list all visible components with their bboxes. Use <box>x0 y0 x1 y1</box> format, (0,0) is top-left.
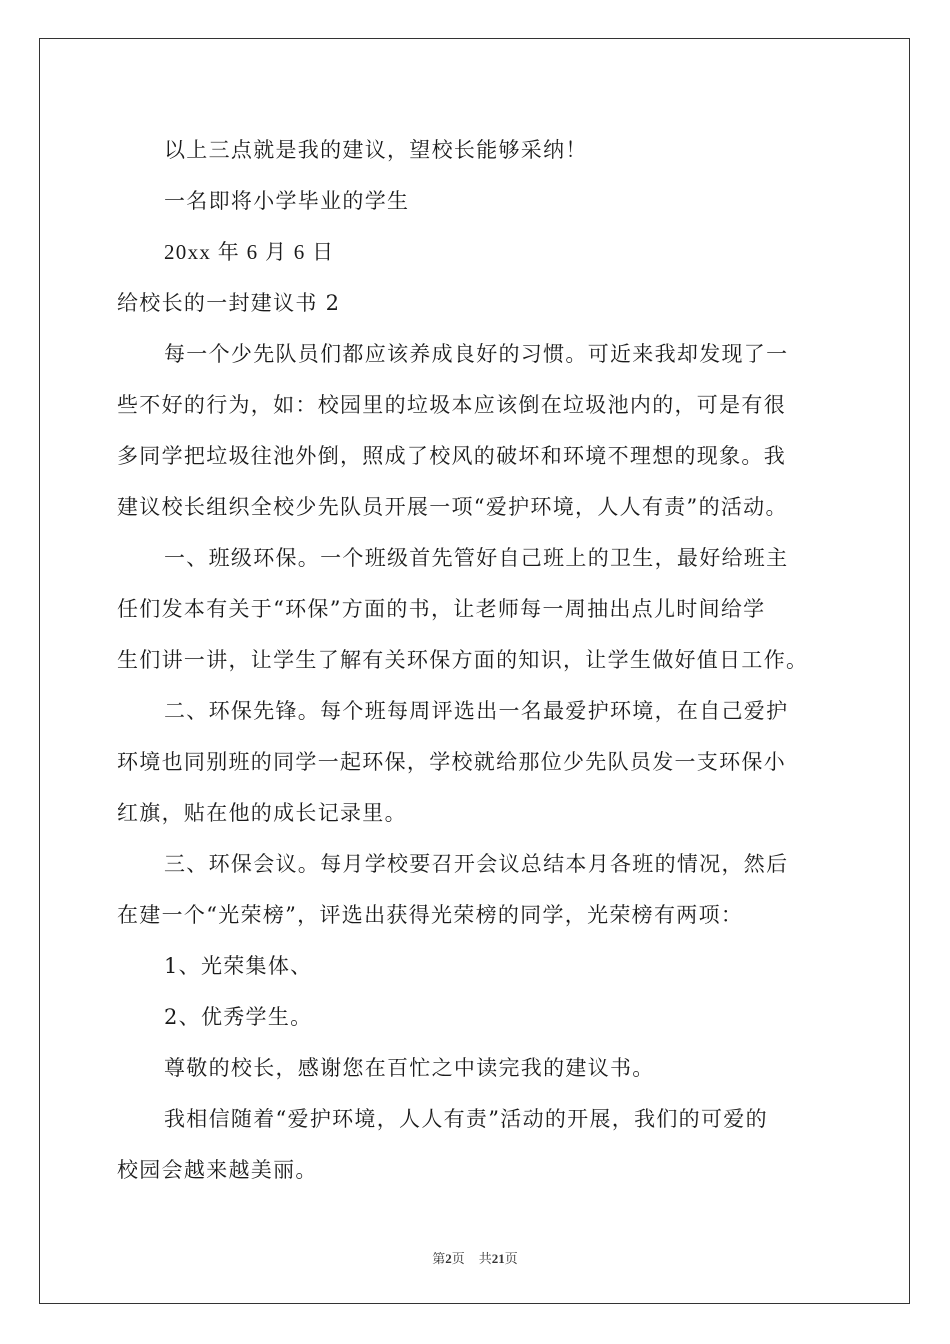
paragraph-line: 一、班级环保。一个班级首先管好自己班上的卫生，最好给班主 <box>164 546 789 570</box>
list-item: 2、优秀学生。 <box>164 1005 313 1029</box>
paragraph-line: 尊敬的校长，感谢您在百忙之中读完我的建议书。 <box>164 1056 655 1080</box>
section-title: 给校长的一封建议书 2 <box>117 291 341 315</box>
paragraph-line: 环境也同别班的同学一起环保，学校就给那位少先队员发一支环保小 <box>117 750 786 774</box>
closing-line: 以上三点就是我的建议，望校长能够采纳！ <box>164 138 588 162</box>
paragraph-line: 校园会越来越美丽。 <box>117 1158 318 1182</box>
paragraph-line: 生们讲一讲，让学生了解有关环保方面的知识，让学生做好值日工作。 <box>117 648 809 672</box>
page-footer <box>0 1248 950 1267</box>
paragraph-line: 我相信随着“爱护环境，人人有责”活动的开展，我们的可爱的 <box>164 1107 768 1131</box>
date-line: 20xx 年 6 月 6 日 <box>164 240 335 264</box>
list-item: 1、光荣集体、 <box>164 954 313 978</box>
paragraph-line: 在建一个“光荣榜”，评选出获得光荣榜的同学，光荣榜有两项： <box>117 903 744 927</box>
total-suffix: 页 <box>504 1251 518 1266</box>
total-page-count: 21 <box>491 1251 505 1266</box>
current-page-number: 2 <box>445 1251 452 1266</box>
paragraph-line: 红旗，贴在他的成长记录里。 <box>117 801 407 825</box>
paragraph-line: 任们发本有关于“环保”方面的书，让老师每一周抽出点儿时间给学 <box>117 597 766 621</box>
paragraph-line: 每一个少先队员们都应该养成良好的习惯。可近来我却发现了一 <box>164 342 789 366</box>
paragraph-line: 建议校长组织全校少先队员开展一项“爱护环境，人人有责”的活动。 <box>117 495 788 519</box>
page-prefix: 第 <box>432 1251 446 1266</box>
total-prefix: 共 <box>478 1251 492 1266</box>
document-body <box>117 125 837 1196</box>
paragraph-line: 多同学把垃圾往池外倒，照成了校风的破坏和环境不理想的现象。我 <box>117 444 786 468</box>
paragraph-line: 三、环保会议。每月学校要召开会议总结本月各班的情况，然后 <box>164 852 789 876</box>
paragraph-line: 二、环保先锋。每个班每周评选出一名最爱护环境，在自己爱护 <box>164 699 789 723</box>
paragraph-line: 些不好的行为，如：校园里的垃圾本应该倒在垃圾池内的，可是有很 <box>117 393 786 417</box>
signature-line: 一名即将小学毕业的学生 <box>164 189 410 213</box>
page-suffix: 页 <box>451 1251 465 1266</box>
